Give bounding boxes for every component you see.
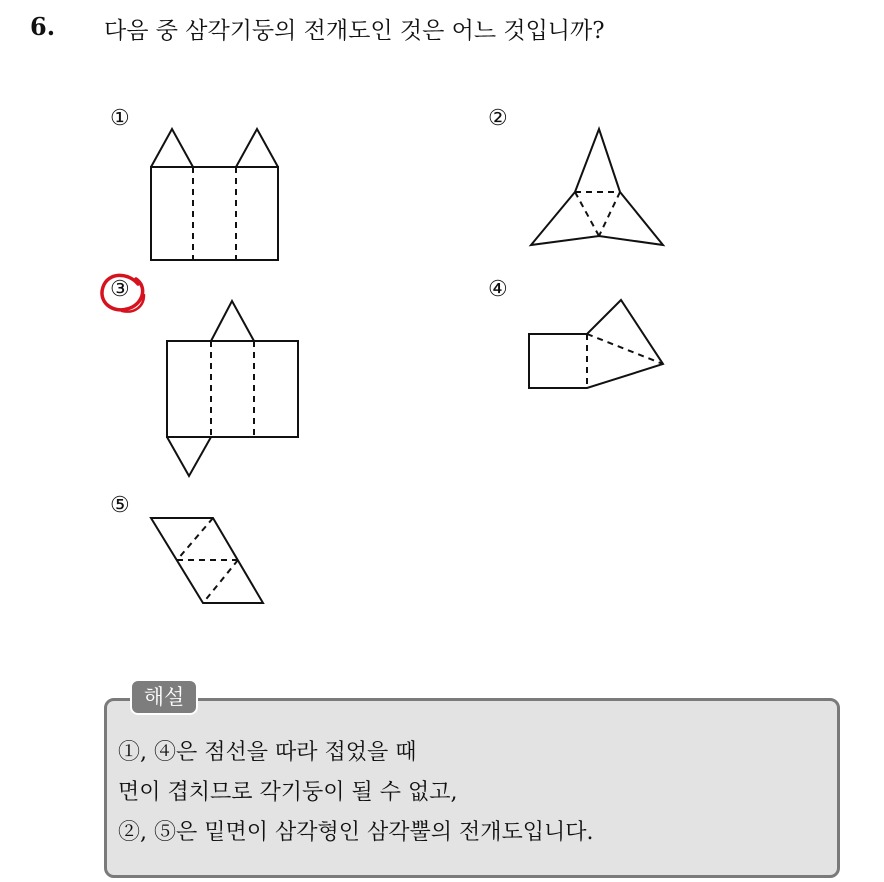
option-5-label[interactable]: ⑤ bbox=[110, 493, 130, 518]
explanation-line-3: ②, ⑤은 밑면이 삼각형인 삼각뿔의 전개도입니다. bbox=[118, 820, 594, 845]
answer-circle-mark bbox=[102, 275, 144, 311]
option-1-net[interactable] bbox=[151, 129, 278, 260]
option-4-net[interactable] bbox=[529, 300, 663, 388]
option-2-label[interactable]: ② bbox=[488, 106, 508, 131]
question-text: 다음 중 삼각기둥의 전개도인 것은 어느 것입니까? bbox=[104, 18, 605, 44]
option-3-net[interactable] bbox=[167, 301, 298, 476]
question-number: 6. bbox=[30, 12, 56, 41]
option-4-label[interactable]: ④ bbox=[488, 277, 508, 302]
option-1-label[interactable]: ① bbox=[110, 106, 130, 131]
option-5-net[interactable] bbox=[151, 518, 263, 603]
explanation-line-2: 면이 겹치므로 각기둥이 될 수 없고, bbox=[118, 780, 458, 805]
explanation-line-1: ①, ④은 점선을 따라 접었을 때 bbox=[118, 740, 417, 765]
option-3-label[interactable]: ③ bbox=[110, 277, 130, 302]
explanation-tag: 해설 bbox=[130, 679, 198, 715]
option-2-net[interactable] bbox=[531, 129, 663, 245]
